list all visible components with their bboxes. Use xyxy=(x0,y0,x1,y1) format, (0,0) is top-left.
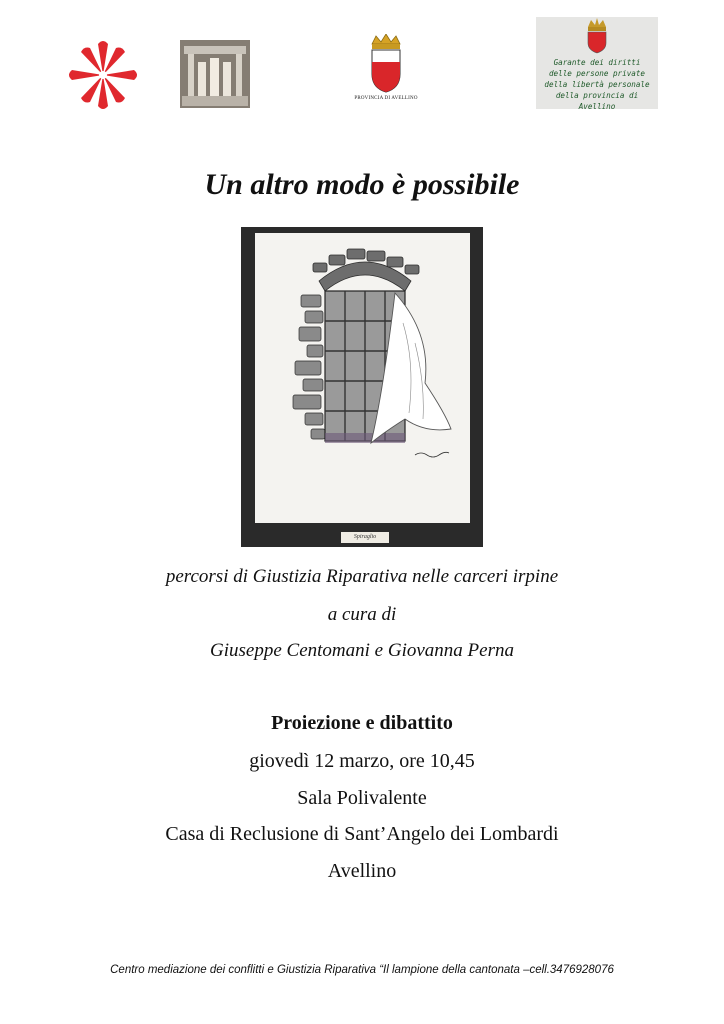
subtitle-line-1: percorsi di Giustizia Riparativa nelle carceri irpine xyxy=(165,566,559,587)
event-city: Avellino xyxy=(327,860,397,882)
footer-contact: Centro mediazione dei conflitti e Giustizia Riparativa “Il lampione della cantonata –cell.3476928076 xyxy=(110,964,614,976)
monument-photo-logo xyxy=(180,40,250,108)
event-heading: Proiezione e dibattito xyxy=(271,712,453,734)
provincia-avellino-logo xyxy=(350,34,422,108)
garante-line-1: Garante dei diritti xyxy=(553,58,641,67)
event-room: Sala Polivalente xyxy=(297,787,427,809)
subtitle-line-3: Giuseppe Centomani e Giovanna Perna xyxy=(210,640,514,661)
event-date: giovedì 12 marzo, ore 10,45 xyxy=(249,750,475,772)
artwork-label: Spiraglio xyxy=(341,532,389,543)
garante-line-3: della libertà personale xyxy=(544,80,650,89)
garante-line-2: delle persone private xyxy=(548,69,645,78)
event-venue: Casa di Reclusione di Sant’Angelo dei Lombardi xyxy=(165,823,559,845)
garante-line-4: della provincia di Avellino xyxy=(555,91,639,111)
artwork-paper xyxy=(255,233,470,523)
subtitle-line-2: a cura di xyxy=(327,604,397,625)
garante-logo xyxy=(536,17,658,109)
artwork-image xyxy=(241,227,483,547)
provincia-caption: PROVINCIA DI AVELLINO xyxy=(354,96,418,101)
poster-title: Un altro modo è possibile xyxy=(204,168,520,201)
caritas-logo xyxy=(68,38,138,112)
